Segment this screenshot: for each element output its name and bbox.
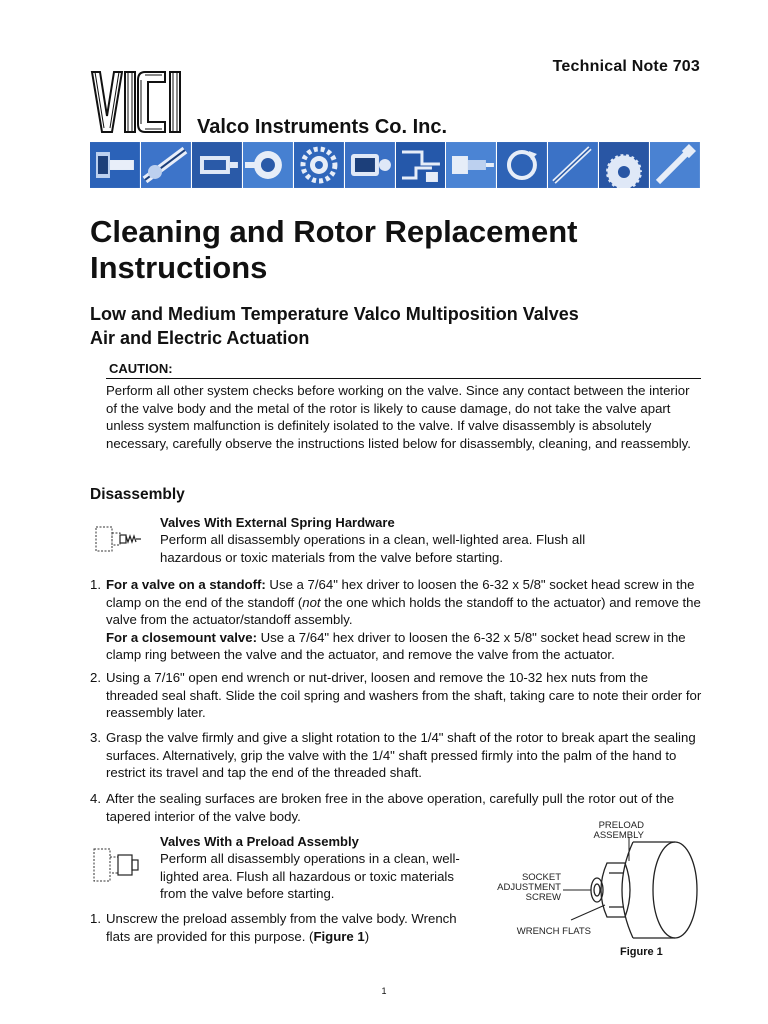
step-number: 2. [90,670,101,685]
circuit-icon [396,142,447,188]
label-socket-screw: SOCKET ADJUSTMENT SCREW [497,872,561,903]
step-text: Using a 7/16" open end wrench or nut-driver, loosen and remove the 10-32 hex nuts from the threaded seal shaft. Slide the coil spring and washers from the shaft, taking care to note their order for reassembly later. [106,670,702,720]
company-name: Valco Instruments Co. Inc. [197,116,448,138]
standoff-label: For a valve on a standoff: [106,577,266,592]
figure-1-caption: Figure 1 [620,946,663,958]
caution-heading: CAUTION: [109,361,173,376]
document-title: Cleaning and Rotor Replacement Instructions [90,214,578,285]
probe-icon [650,142,700,188]
step-number: 4. [90,791,101,806]
motor-icon [345,142,396,188]
connector-icon [446,142,497,188]
external-spring-intro: Perform all disassembly operations in a clean, well-lighted area. Flush all hazardous or toxic materials from the valve before starting. [160,532,586,565]
document-subtitle [90,302,690,350]
label-wrench-flats: WRENCH FLATS [516,926,591,937]
step-text: After the sealing surfaces are broken free in the above operation, carefully pull the rotor out of the tapered interior of the valve body. [106,791,675,824]
step-text: Unscrew the preload assembly from the valve body. Wrench flats are provided for this purpose. ( [106,911,457,944]
caution-divider [106,378,701,379]
rotation-icon [497,142,548,188]
preload-heading: Valves With a Preload Assembly [160,834,359,849]
page-number: 1 [381,986,387,996]
figure-1-reference: Figure 1 [313,928,365,944]
tubing-icon [141,142,192,188]
vici-logo [90,70,194,134]
preload-step-1 [90,910,482,945]
caution-text: Perform all other system checks before working on the valve. Since any contact between the interior of the valve body and the metal of the rotor is likely to cause damage, do not take the valve apart unless system malfunction is definitely isolated to the valve. If valve disassembly is absolutely necessary, carefully observe the instructions listed below for disassembly, cleaning, and reassembly. [106,383,691,451]
label-preload-assembly: PRELOAD ASSEMBLY [593,820,644,841]
technical-note-number: Technical Note 703 [552,58,700,75]
actuator-icon [192,142,243,188]
subtitle-line-1: Low and Medium Temperature Valco Multiposition Valves [90,304,579,324]
step-1-standoff [90,576,702,664]
preload-intro: Perform all disassembly operations in a clean, well-lighted area. Flush all hazardous or toxic materials from the valve before starting. [160,851,460,901]
step-2-hex-nuts [90,669,702,722]
standoff-text: Use a 7/64" hex driver to loosen the 6-32 x 5/8" socket head screw in the clamp on the end of the standoff ( [106,577,695,610]
figure-1-preload-diagram [485,815,705,965]
header-image-strip [90,142,700,188]
gear-icon [294,142,345,188]
closemount-label: For a closemount valve: [106,629,257,645]
disassembly-heading: Disassembly [90,486,185,503]
step-number: 3. [90,730,101,745]
emphasis-not: not [302,594,321,610]
valve-fitting-icon [90,142,141,188]
step-number: 1. [90,911,101,926]
step-text: Grasp the valve firmly and give a slight rotation to the 1/4" shaft of the rotor to break apart the sealing surfaces. Alternatively, grip the valve with the 1/4" shaft pressed firmly into the palm of the hand to restrict its travel and tap the end of the threaded shaft. [106,730,696,780]
standoff-text-end: the one which holds the standoff to the actuator) and remove the valve from the actuator/standoff assembly. [106,594,701,627]
external-spring-heading: Valves With External Spring Hardware [160,515,395,530]
preload-valve-icon [90,843,142,887]
rotor-disk-icon [599,142,650,188]
step-text-end: ) [364,928,370,944]
valve-body-icon [243,142,294,188]
needle-icon [548,142,599,188]
step-number: 1. [90,577,101,592]
closemount-text: Use a 7/64" hex driver to loosen the 6-32 x 5/8" socket head screw in the clamp ring between the valve and the actuator, and remove the valve from the actuator. [106,629,686,662]
external-spring-valve-icon [92,521,142,557]
subtitle-line-2: Air and Electric Actuation [90,328,310,348]
step-3-rotate-shaft [90,729,702,782]
